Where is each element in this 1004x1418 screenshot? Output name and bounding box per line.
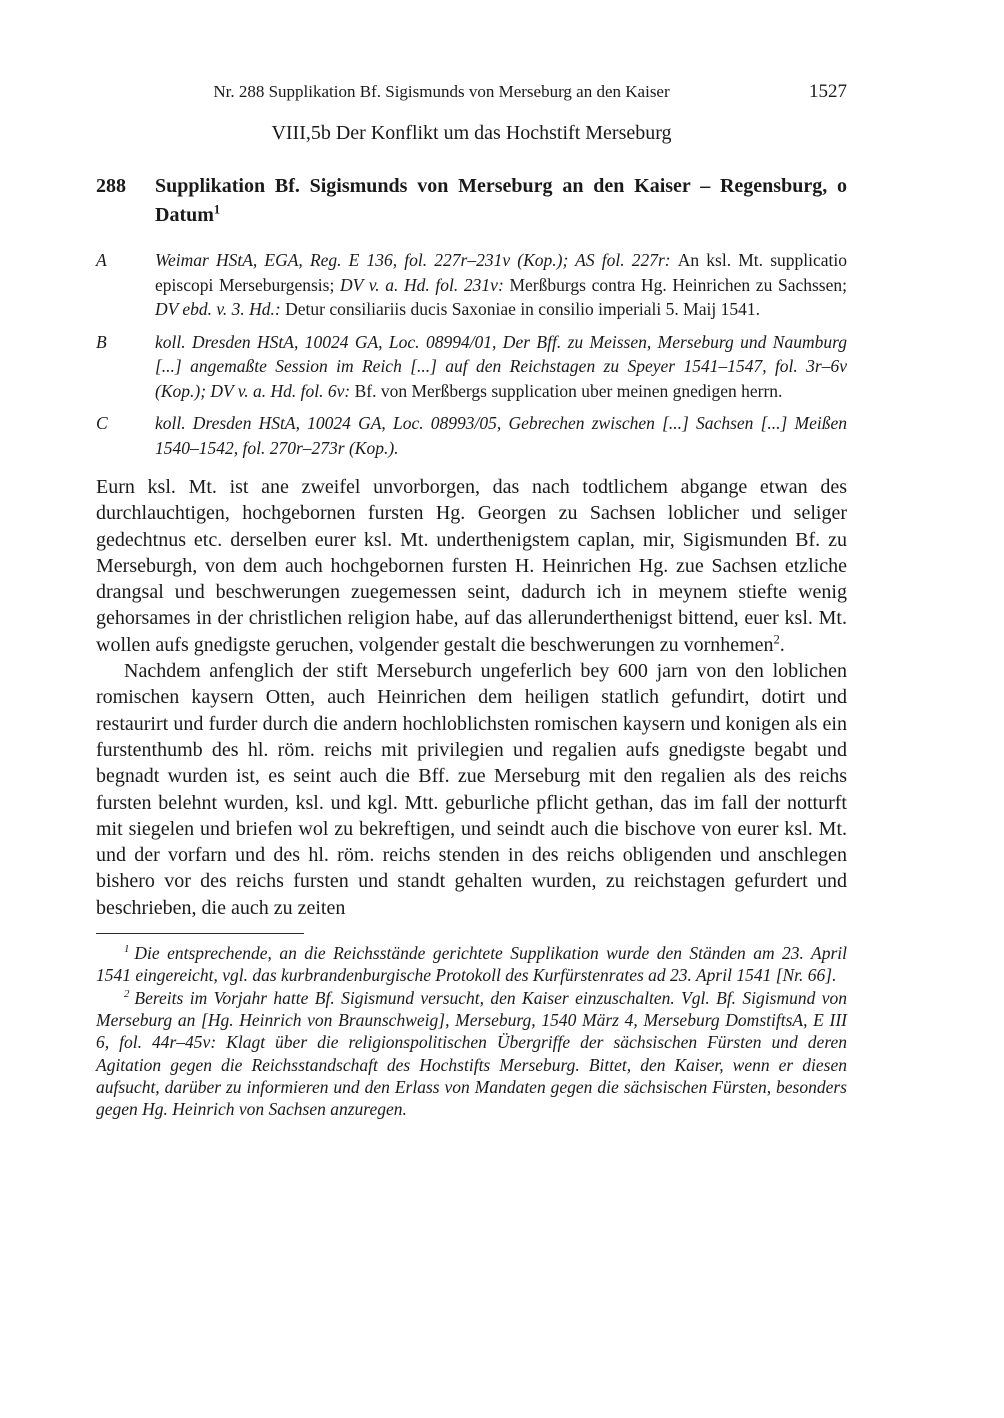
source-entry-c xyxy=(96,411,847,460)
source-text-b: koll. Dresden HStA, 10024 GA, Loc. 08994/01, Der Bff. zu Meissen, Merseburg und Naumburg [...] angemaßte Session im Reich [...] auf den Reichstagen zu Speyer 1541–1547, fol. 3r–6v (Kop.); DV v. a. Hd. fol. 6v: Bf. von Merßbergs supplication uber meinen gnedigen herrn. xyxy=(155,331,847,401)
footnote-section xyxy=(96,942,847,1120)
footnote-1 xyxy=(96,942,847,987)
source-text-c: koll. Dresden HStA, 10024 GA, Loc. 08993/05, Gebrechen zwischen [...] Sachsen [...] Meißen 1540–1542, fol. 270r–273r (Kop.). xyxy=(155,413,847,458)
footnote-2 xyxy=(96,987,847,1121)
text-block xyxy=(96,80,847,1120)
source-label-a: A xyxy=(96,250,107,270)
section-heading: VIII,5b Der Konflikt um das Hochstift Merseburg xyxy=(271,122,672,144)
footnote-2-text: Bereits im Vorjahr hatte Bf. Sigismund versucht, den Kaiser einzuschalten. Vgl. Bf. Sigismund von Merseburg an [Hg. Heinrich von Braunschweig], Merseburg, 1540 März 4, Merseburg DomstiftsA, E III 6, fol. 44r–45v: Klagt über die religionspolitischen Übergriffe der sächsischen Fürsten und deren Agitation gegen die Reichsstandschaft des Hochstifts Merseburg. Bittet, den Kaiser, wenn er diesen aufsucht, darüber zu informieren und den Erlass von Mandaten gegen die sächsischen Fürsten, besonders gegen Hg. Heinrich von Sachsen anzuregen. xyxy=(96,987,847,1120)
footnote-1-text: Die entsprechende, an die Reichsstände gerichtete Supplikation wurde den Ständen am 23. April 1541 eingereicht, vgl. das kurbrandenburgische Protokoll des Kurfürstenrates ad 23. April 1541 [Nr. 66]. xyxy=(96,943,847,986)
body-paragraph-1: Eurn ksl. Mt. ist ane zweifel unvorborgen, das nach todtlichem abgange etwan des durchlauchtigen, hochgebornen fursten Hg. Georgen zu Sachsen loblicher und seliger gedechtnus etc. derselben eurer ksl. Mt. underthenigstem caplan, mir, Sigismunden Bf. zu Merseburgh, von dem auch hochgebornen fursten H. Heinrichen Hg. zue Sachsen etzliche drangsal und beschwerungen zuegemessen seint, dadurch ich in meynem stiefte wenig gehorsames in der christlichen religion habe, auf das allerunderthenigst bittend, euer ksl. Mt. wollen aufs gnedigste geruchen, volgender gestalt die beschwerungen zu vornhemen$^2$. xyxy=(96,476,847,656)
page-number: 1527 xyxy=(809,81,847,102)
entry-heading xyxy=(96,172,847,230)
source-text-a: Weimar HStA, EGA, Reg. E 136, fol. 227r–231v (Kop.); AS fol. 227r: An ksl. Mt. supplicatio episcopi Merseburgensis; DV v. a. Hd. fol. 231v: Merßburgs contra Hg. Heinrichen zu Sachssen; DV ebd. v. 3. Hd.: Detur consiliariis ducis Saxoniae in consilio imperiali 5. Maij 1541. xyxy=(155,250,847,319)
entry-title: Supplikation Bf. Sigismunds von Merseburg an den Kaiser – Regensburg, o Datum$^1$ xyxy=(155,175,847,226)
running-head-title: Nr. 288 Supplikation Bf. Sigismunds von Merseburg an den Kaiser xyxy=(213,82,670,101)
source-list xyxy=(96,248,847,460)
source-label-c: C xyxy=(96,413,108,433)
footnote-2-ref: 2 xyxy=(124,987,130,1000)
entry-number: 288 xyxy=(96,175,126,197)
body-paragraph-2: Nachdem anfenglich der stift Merseburch ungeferlich bey 600 jarn von den loblichen romischen kaysern Otten, auch Heinrichen dem heiligen statlich gefundirt, dotirt und restaurirt und furder durch die andern hochloblichsten romischen kaysern und konigen als ein furstenthumb des hl. röm. reichs mit privilegien und regalien aufs gnedigste begabt und begnadt wurden ist, es seint auch die Bff. zue Merseburg mit den regalien als des reichs fursten belehnt wurden, ksl. und kgl. Mtt. geburliche pflicht gethan, das im fall der notturft mit siegelen und briefen wol zu bekreftigen, und seindt auch die bischove von eurer ksl. Mt. und der vorfarn und des hl. röm. reichs stenden in des reichs obligenden und anschlegen bishero vor des reichs fursten und standt gehalten wurden, zu reichstagen gefurdert und beschrieben, die auch zu zeiten xyxy=(96,660,847,919)
source-entry-a xyxy=(96,248,847,322)
source-entry-b xyxy=(96,330,847,404)
footnote-divider xyxy=(96,933,304,934)
source-label-b: B xyxy=(96,331,107,352)
running-head xyxy=(96,80,847,104)
body-text xyxy=(96,474,847,921)
footnote-1-ref: 1 xyxy=(124,943,130,956)
